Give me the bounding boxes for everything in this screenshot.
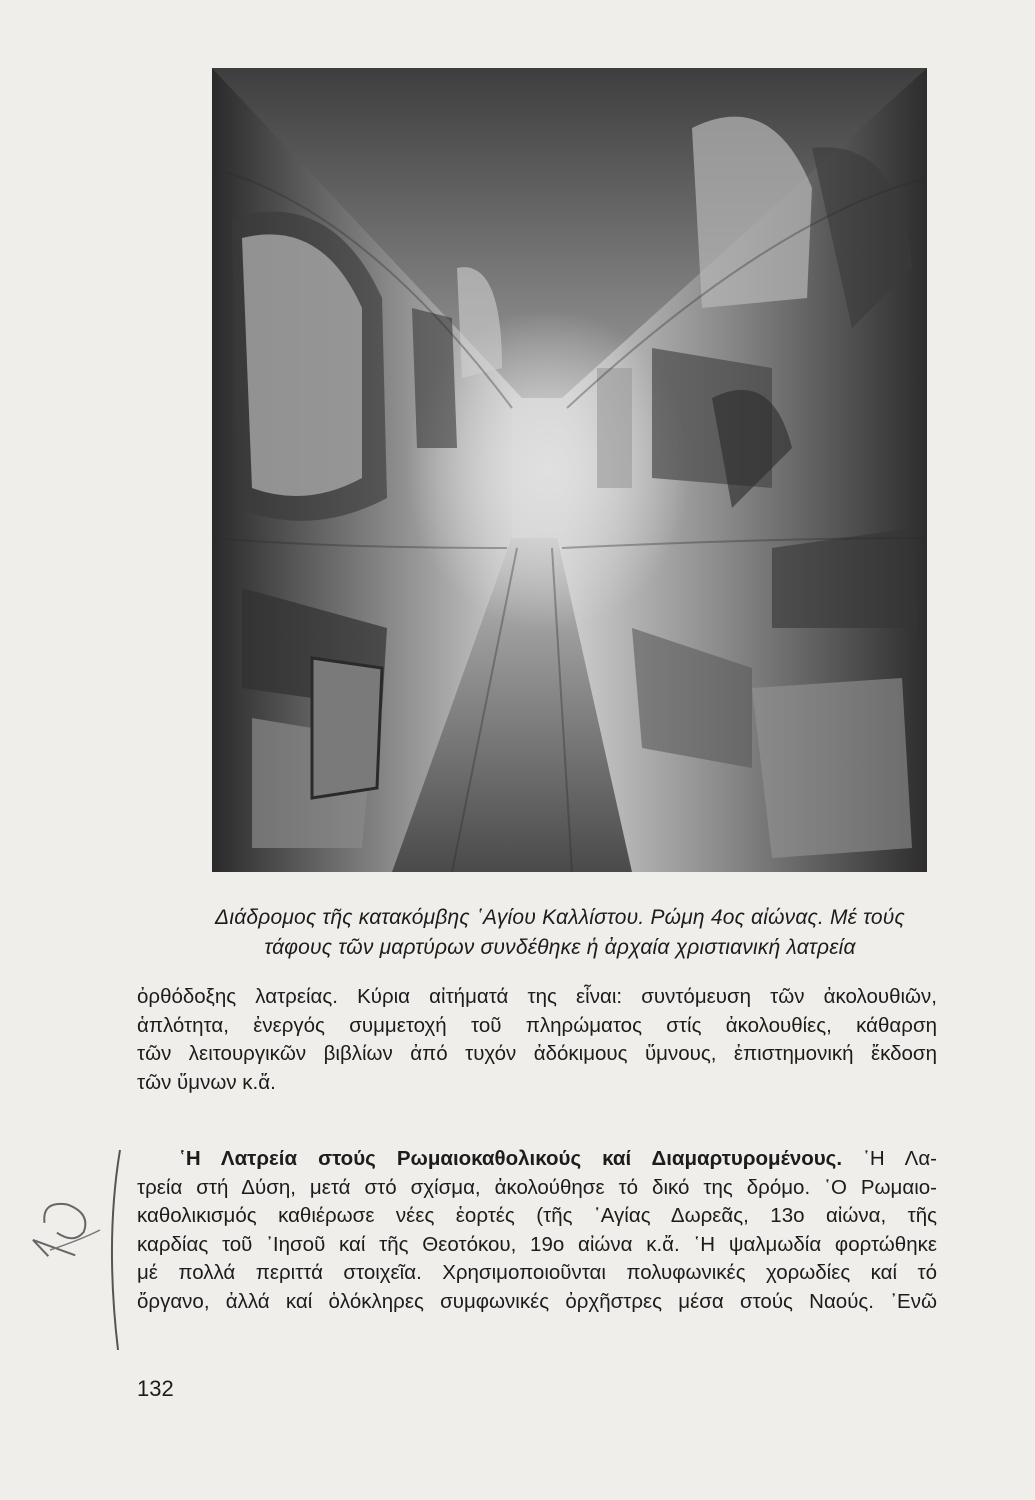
text-line: καρδίας τοῦ ᾽Ιησοῦ καί τῆς Θεοτόκου, 19ο αἰώνα κ.ἄ. ῾Η ψαλμωδία φορτώθηκε (137, 1232, 937, 1256)
text-line: ὄργανο, ἀλλά καί ὁλόκληρες συμφωνικές ὀρχῆστρες μέσα στούς Ναούς. ᾽Ενῶ (137, 1289, 937, 1313)
photo-caption (180, 903, 940, 963)
text-line: ὀρθόδοξης λατρείας. Κύρια αἰτήματά της εἶναι: συντόμευση τῶν ἀκολουθιῶν, (137, 985, 937, 1008)
caption-line: Διάδρομος τῆς κατακόμβης ῾Αγίου Καλλίστου. Ρώμη 4ος αἰώνας. Μέ τούς (215, 906, 905, 929)
text-line: τρεία στή Δύση, μετά στό σχίσμα, ἀκολούθησε τό δικό της δρόμο. ῾Ο Ρωμαιο- (137, 1175, 937, 1199)
section-heading: ῾Η Λατρεία στούς Ρωμαιοκαθολικούς καί Διαμαρτυρομένους. (179, 1147, 843, 1170)
text-line: μέ πολλά περιττά στοιχεῖα. Χρησιμοποιοῦνται πολυφωνικές χορωδίες καί τό (137, 1261, 937, 1284)
page-number: 132 (137, 1376, 174, 1401)
text-line: καθολικισμός καθιέρωσε νέες ἑορτές (τῆς ῾Αγίας Δωρεᾶς, 13ο αἰώνα, τῆς (137, 1204, 937, 1227)
catacomb-corridor-image (212, 68, 927, 872)
catacomb-photo (212, 68, 927, 872)
text-line: τῶν λειτουργικῶν βιβλίων ἀπό τυχόν ἀδόκιμους ὕμνους, ἐπιστημονική ἔκδοση (137, 1042, 937, 1065)
text-line: ἁπλότητα, ἐνεργός συμμετοχή τοῦ πληρώματος στίς ἀκολουθίες, κάθαρση (137, 1013, 937, 1037)
paragraph (137, 983, 937, 1097)
handwritten-margin-note (20, 1150, 130, 1350)
text-line: τῶν ὕμνων κ.ἄ. (137, 1070, 276, 1094)
text-fragment: ῾Η Λα- (842, 1147, 937, 1170)
paragraph (137, 1145, 937, 1316)
text-line (137, 1145, 937, 1174)
caption-line: τάφους τῶν μαρτύρων συνδέθηκε ἡ ἀρχαία χριστιανική λατρεία (264, 936, 856, 959)
